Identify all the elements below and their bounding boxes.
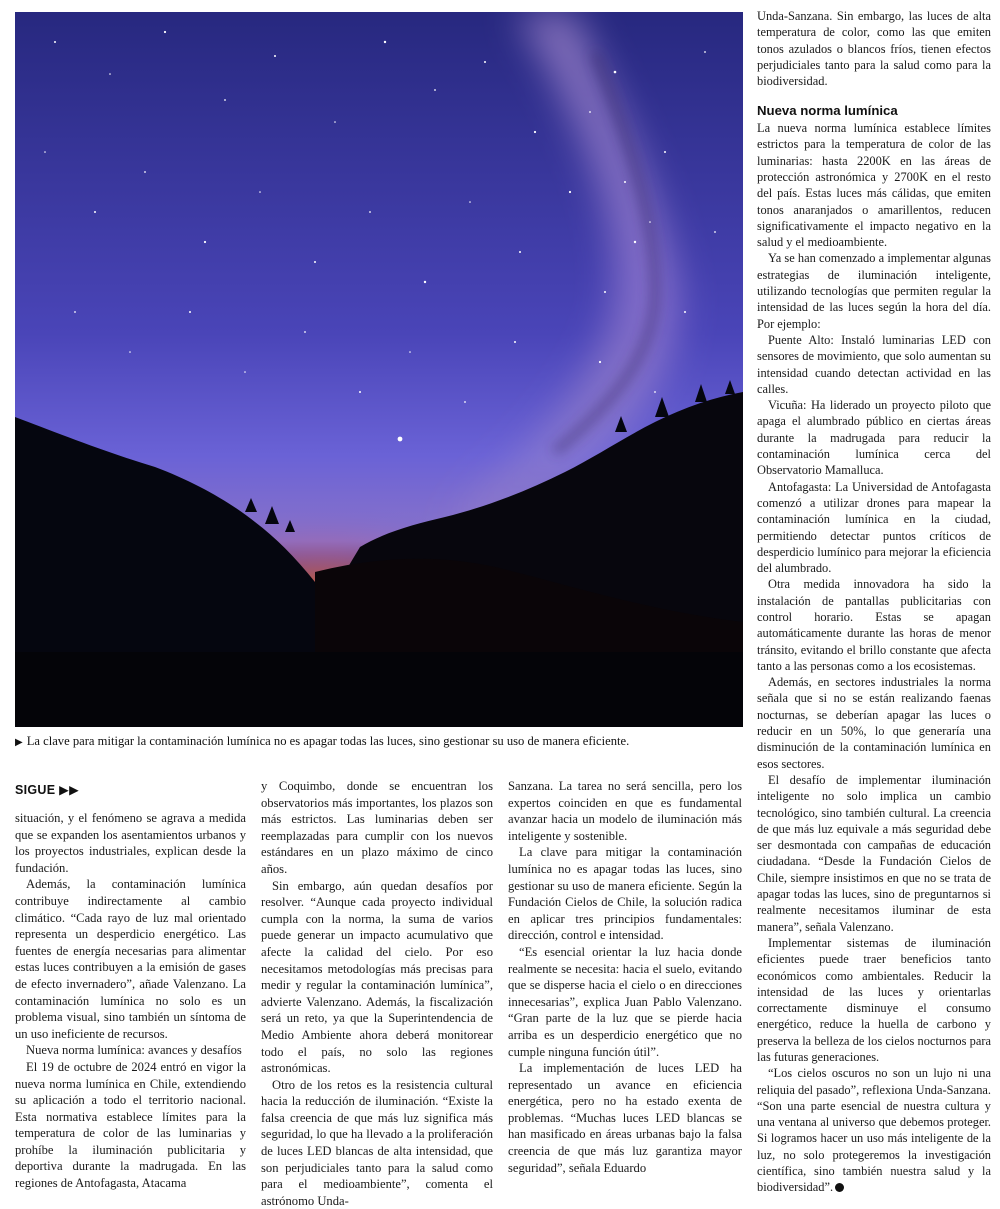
milky-way-illustration <box>15 12 743 727</box>
paragraph: Antofagasta: La Universidad de Antofagasta comenzó a utilizar drones para mapear la contaminación lumínica en la ciudad, permitiendo detectar puntos críticos de desperdicio lumínico para mejorar la eficiencia del alumbrado. <box>757 479 991 576</box>
photo-caption <box>15 733 743 751</box>
caption-text: La clave para mitigar la contaminación lumínica no es apagar todas las luces, sino gestionar su uso de manera eficiente. <box>26 734 630 748</box>
paragraph-final <box>757 1065 991 1195</box>
end-of-article-icon <box>835 1183 844 1192</box>
paragraph: Implementar sistemas de iluminación eficientes puede traer beneficios tanto económicos como ambientales. Reducir la intensidad de las luces y orientarlas correctamente disminuye el consumo energético, reduce la huella de carbono y preserva la belleza de los cielos nocturnos para las futuras generaciones. <box>757 935 991 1064</box>
paragraph: Unda-Sanzana. Sin embargo, las luces de alta temperatura de color, como las que emiten tonos azulados o blancos fríos, tienen efectos perjudiciales tanto para la salud como para la biodiversidad. <box>757 9 991 89</box>
paragraph-final-text: “Los cielos oscuros no son un lujo ni una reliquia del pasado”, reflexiona Unda-Sanzana. “Son una parte esencial de nuestra cultura y una ventana al universo que debemos proteger. Si logramos hacer un uso más inteligente de la luz, no solo protegeremos la investigación científica, sino también nuestra salud y la biodiversidad”. <box>757 1066 991 1195</box>
paragraph: El 19 de octubre de 2024 entró en vigor la nueva norma lumínica en Chile, extendiendo su aplicación a todo el territorio nacional. Esta normativa establece límites para la temperatura de color de las luminarias y prohíbe la iluminación publicitaria y deportiva durante la madrugada. En las regiones de Antofagasta, Atacama <box>15 1059 246 1191</box>
paragraph: Ya se han comenzado a implementar algunas estrategias de iluminación inteligente, utilizando tecnologías que permiten regular la intensidad de las luces según la hora del día. Por ejemplo: <box>757 251 991 331</box>
paragraph: Otra medida innovadora ha sido la instalación de pantallas publicitarias con control horario. Estas se apagan automáticamente durante las horas de menor tránsito, evitando el brillo constante que afecta tanto a las personas como a los ecosistemas. <box>757 577 991 673</box>
section-heading: Nueva norma lumínica <box>757 103 898 119</box>
paragraph: y Coquimbo, donde se encuentran los observatorios más importantes, los plazos son más estrictos. Las luminarias deben ser reemplazadas para cumplir con los nuevos estándares en un plazo máximo de cinco años. <box>261 779 493 876</box>
paragraph: La implementación de luces LED ha representado un avance en eficiencia energética, pero no ha estado exenta de problemas. “Muchas luces LED blancas se han masificado en áreas urbanas bajo la falsa creencia de que más luz garantiza mayor seguridad”, señala Eduardo <box>508 1061 742 1175</box>
subheading-inline: Nueva norma lumínica: avances y desafíos <box>26 1043 242 1058</box>
paragraph: Sanzana. La tarea no será sencilla, pero los expertos coinciden en que es fundamental avanzar hacia un modelo de iluminación más inteligente y sostenible. <box>508 779 742 843</box>
article-column-3 <box>508 778 742 1176</box>
paragraph: Además, en sectores industriales la norma señala que si no se están realizando faenas nocturnas, se deberían apagar las luces o reducir en un 50%, lo que generaría una disminución de la contaminación lumínica en esos sectores. <box>757 675 991 771</box>
paragraph: Puente Alto: Instaló luminarias LED con sensores de movimiento, que solo aumentan su intensidad cuando detectan actividad en las calles. <box>757 332 991 396</box>
paragraph: Vicuña: Ha liderado un proyecto piloto que apaga el alumbrado público en ciertas áreas durante la madrugada para reducir la contaminación lumínica cerca del Observatorio Mamalluca. <box>757 398 991 478</box>
paragraph: “Es esencial orientar la luz hacia donde realmente se necesita: hacia el suelo, evitando que se disperse hacia el cielo o en direcciones innecesarias”, explica Juan Pablo Valenzano. “Gran parte de la luz que se pierde hacia arriba es un desperdicio energético que no cumple ninguna función útil”. <box>508 944 742 1059</box>
paragraph: Sin embargo, aún quedan desafíos por resolver. “Aunque cada proyecto individual cumpla con la norma, la suma de varios puede generar un impacto acumulativo que afecte la calidad del cielo. Por eso necesitamos metodologías más precisas para medir y regular la contaminación lumínica”, advierte Valenzano. Además, la fiscalización será un reto, ya que la Superintendencia de Medio Ambiente ahora deberá monitorear todo el país, no solo las regiones astronómicas. <box>261 878 493 1076</box>
article-column-4 <box>757 8 991 1196</box>
night-sky-photo <box>15 12 743 727</box>
article-column-1 <box>15 810 246 1192</box>
caption-arrow-icon: ▶ <box>15 737 23 748</box>
paragraph: Además, la contaminación lumínica contribuye indirectamente al cambio climático. “Cada rayo de luz mal orientado representa un desperdicio energético. Las fuentes de energía necesarias para alimentar estas luces contribuyen a la emisión de gases de efecto invernadero”, añade Valenzano. La contaminación lumínica no solo es un problema visual, sino también un síntoma de un uso ineficiente de recursos. <box>15 877 246 1041</box>
paragraph: La nueva norma lumínica establece límites estrictos para la temperatura de color de las luminarias: hasta 2200K en las áreas de protección astronómica y 2700K en el resto del país. Estas luces más cálidas, que emiten tonos anaranjados o amarillentos, reducen significativamente el impacto negativo en la salud y el medioambiente. <box>757 121 991 250</box>
article-column-2 <box>261 778 493 1209</box>
paragraph: El desafío de implementar iluminación inteligente no solo implica un cambio tecnológico, sino también cultural. La creencia de que más luz equivale a más seguridad debe ser desmontada con campañas de educación ciudadana. “Desde la Fundación Cielos de Chile, siempre insistimos en que no se trata de apagar todas las luces, sino de preguntarnos si realmente necesitamos iluminar de esta manera”, señala Valenzano. <box>757 772 991 934</box>
paragraph: situación, y el fenómeno se agrava a medida que se expanden los asentamientos urbanos y los proyectos industriales, explican desde la fundación. <box>15 811 246 875</box>
continue-marker: SIGUE ▶▶ <box>15 783 79 797</box>
paragraph: La clave para mitigar la contaminación lumínica no es apagar todas las luces, sino gestionar su uso de manera eficiente. Según la Fundación Cielos de Chile, la solución radica en aplicar tres principios fundamentales: dirección, control e intensidad. <box>508 845 742 943</box>
paragraph: Otro de los retos es la resistencia cultural hacia la reducción de iluminación. “Existe la falsa creencia de que más luz significa más seguridad, lo que ha llevado a la proliferación de luces LED blancas de alta intensidad, que son perjudiciales tanto para la salud como para el medioambiente”, comenta el astrónomo Unda- <box>261 1077 493 1208</box>
